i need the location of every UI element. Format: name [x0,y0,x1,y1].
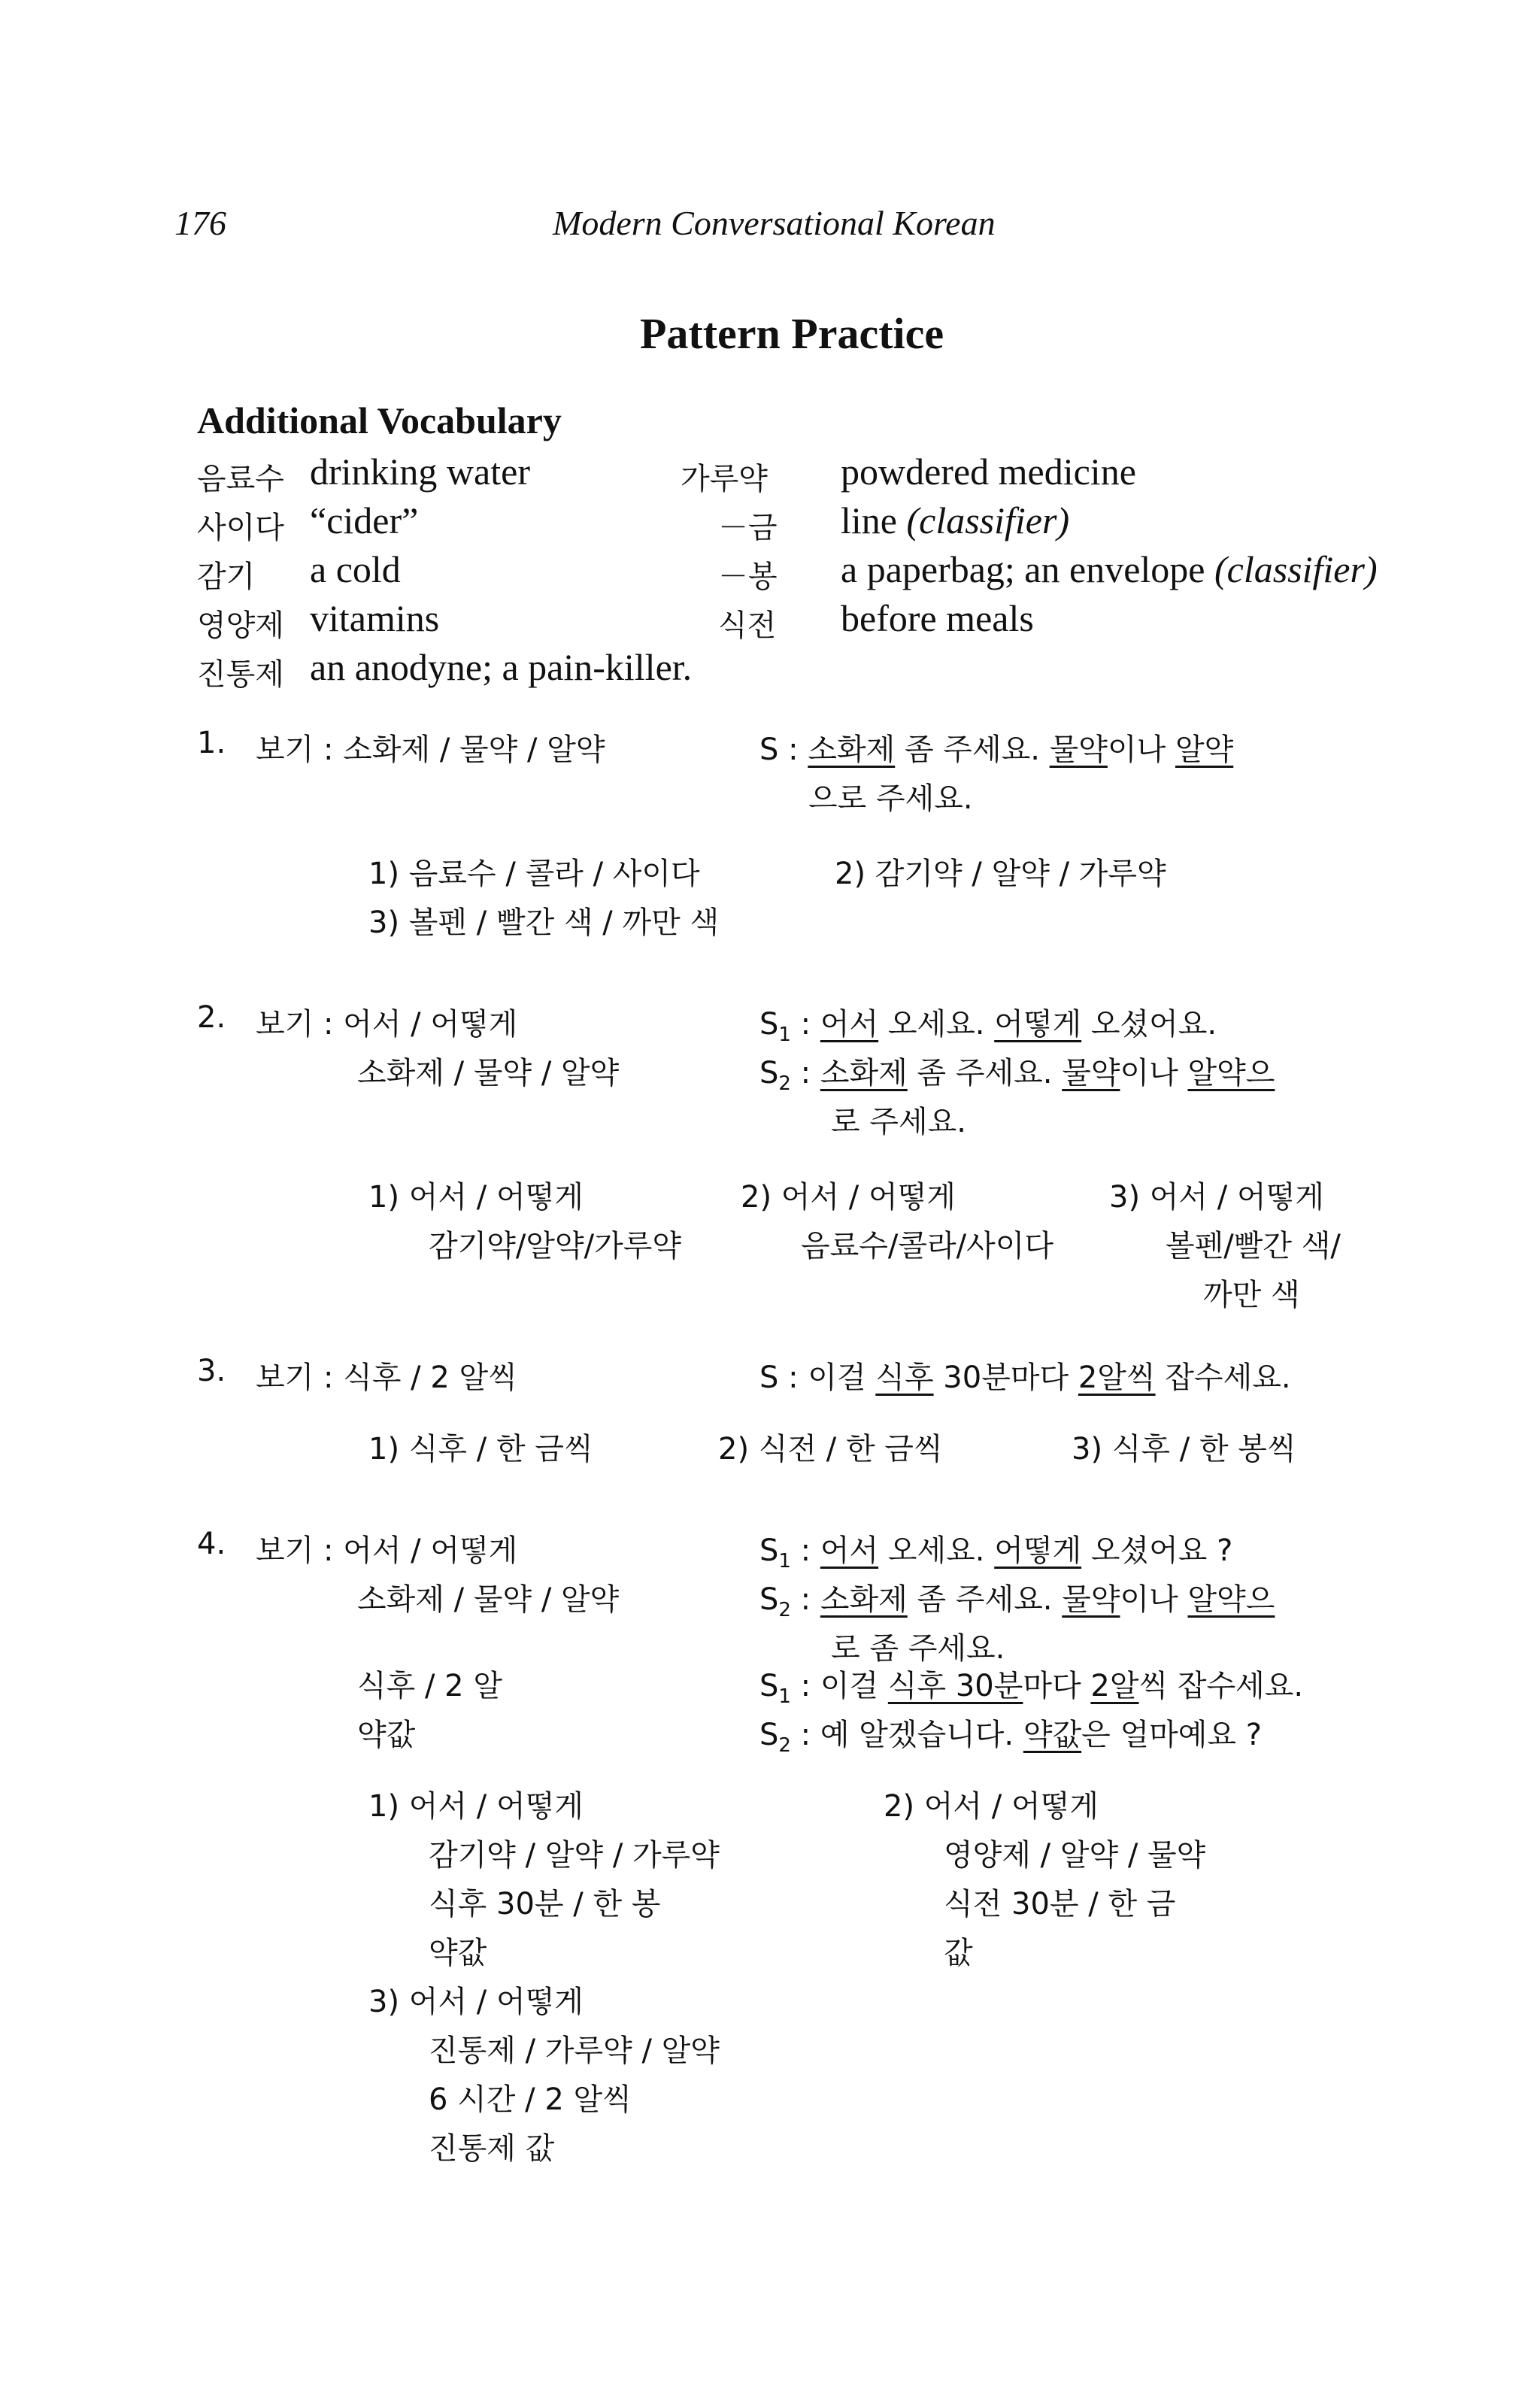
exercise-prompt: 약값 [357,1718,416,1752]
vocab-ko: 감기 [197,560,256,594]
vocab-en: drinking water [310,450,530,493]
vocab-en: a paperbag; an envelope (classifier) [841,548,1378,590]
exercise-prompt: 보기 : 식후 / 2 알씩 [256,1360,517,1395]
exercise-item: 감기약/알약/가루약 [429,1229,682,1263]
page-title: Pattern Practice [640,309,944,358]
vocab-en: powdered medicine [841,450,1136,493]
vocab-ko: 영양제 [197,608,284,643]
exercise-item: 6 시간 / 2 알씩 [429,2082,632,2117]
exercise-item: 식후 30분 / 한 봉 [429,1887,661,1921]
answer-line: 으로 주세요. [808,781,973,816]
exercise-item: 1) 어서 / 어떻게 [368,1180,584,1215]
exercise-item: 약값 [429,1936,487,1970]
answer-line: 로 좀 주세요. [831,1631,1005,1666]
exercise-prompt: 보기 : 어서 / 어떻게 [256,1533,518,1568]
exercise-item: 3) 볼펜 / 빨간 색 / 까만 색 [368,905,720,940]
exercise-prompt: 보기 : 어서 / 어떻게 [256,1007,518,1042]
exercise-item: 볼펜/빨간 색/ [1166,1229,1341,1263]
answer-line: $S_2$ : 소화제 좀 주세요. 물약이나 알약으 [759,1582,1275,1621]
page-number: 176 [174,204,226,242]
exercise-item: 영양제 / 알약 / 물약 [944,1838,1206,1873]
exercise-number: 1. [197,726,226,760]
exercise-item: 2) 식전 / 한 금씩 [718,1432,943,1466]
exercise-number: 2. [197,1000,226,1035]
vocab-ko: 가루약 [681,462,768,496]
exercise-prompt: 소화제 / 물약 / 알약 [357,1056,620,1090]
answer-line: 로 주세요. [831,1105,966,1139]
vocab-heading: Additional Vocabulary [197,399,562,441]
exercise-item: 2) 어서 / 어떻게 [741,1180,956,1215]
exercise-prompt: 보기 : 소화제 / 물약 / 알약 [256,732,605,767]
vocab-en: line (classifier) [841,499,1070,541]
exercise-item: 3) 어서 / 어떻게 [1109,1180,1324,1215]
vocab-en: vitamins [310,597,440,639]
answer-line: $S_2$ : 예 알겠습니다. 약값은 얼마예요 ? [759,1718,1262,1757]
answer-line: $S_1$ : 어서 오세요. 어떻게 오셨어요. [759,1007,1217,1046]
exercise-prompt: 소화제 / 물약 / 알약 [357,1582,620,1617]
vocab-ko: 음료수 [197,462,284,496]
vocab-en: “cider” [310,499,419,541]
exercise-item: 2) 어서 / 어떻게 [884,1789,1099,1824]
answer-line: $S_1$ : 이걸 식후 30분마다 2알씩 잡수세요. [759,1669,1304,1708]
exercise-item: 3) 식후 / 한 봉씩 [1072,1432,1296,1466]
vocab-en: a cold [310,548,401,590]
vocab-en: an anodyne; a pain-killer. [310,646,693,688]
exercise-item: 식전 30분 / 한 금 [944,1887,1176,1921]
exercise-item: 2) 감기약 / 알약 / 가루약 [835,857,1166,891]
exercise-item: 감기약 / 알약 / 가루약 [429,1838,720,1873]
vocab-ko: －봉 [718,560,778,594]
exercise-item: 진통제 값 [429,2131,555,2166]
exercise-number: 4. [197,1527,226,1561]
vocab-en: before meals [841,597,1034,639]
exercise-item: 3) 어서 / 어떻게 [368,1985,584,2019]
answer-line: $S_2$ : 소화제 좀 주세요. 물약이나 알약으 [759,1056,1275,1095]
vocab-ko: －금 [718,511,778,545]
exercise-item: 진통제 / 가루약 / 알약 [429,2034,720,2068]
exercise-item: 1) 식후 / 한 금씩 [368,1432,593,1466]
answer-line: S : 소화제 좀 주세요. 물약이나 알약 [759,732,1234,767]
exercise-item: 음료수/콜라/사이다 [801,1229,1054,1263]
exercise-number: 3. [197,1354,226,1388]
vocab-ko: 식전 [718,608,777,643]
answer-line: S : 이걸 식후 30분마다 2알씩 잡수세요. [759,1360,1291,1395]
exercise-item: 값 [944,1936,973,1970]
exercise-item: 1) 음료수 / 콜라 / 사이다 [368,857,700,891]
running-title: Modern Conversational Korean [553,204,996,242]
exercise-prompt: 식후 / 2 알 [357,1669,502,1703]
exercise-item: 까만 색 [1203,1278,1300,1312]
vocab-ko: 사이다 [197,511,284,545]
exercise-item: 1) 어서 / 어떻게 [368,1789,584,1824]
vocab-ko: 진통제 [197,657,284,692]
answer-line: $S_1$ : 어서 오세요. 어떻게 오셨어요 ? [759,1533,1233,1573]
